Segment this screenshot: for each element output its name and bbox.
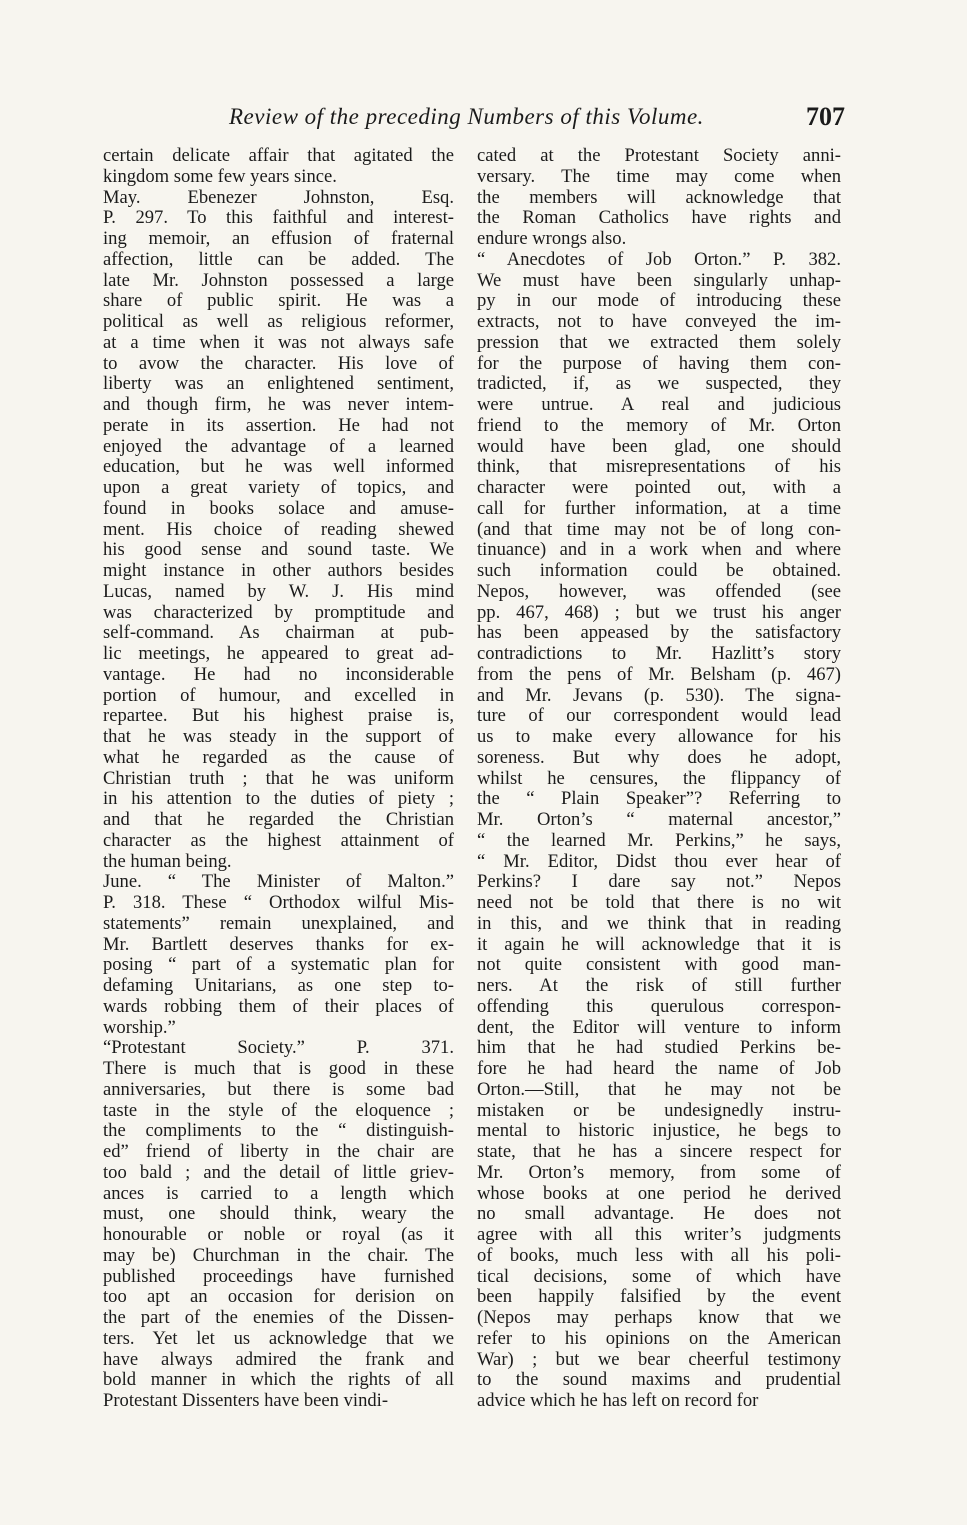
text-line: versary. The time may come when (477, 166, 841, 187)
text-line: “ Mr. Editor, Didst thou ever hear of (477, 851, 841, 872)
text-line: from the pens of Mr. Belsham (p. 467) (477, 664, 841, 685)
text-line: wards robbing them of their places of (103, 996, 454, 1017)
text-line: contradictions to Mr. Hazlitt’s story (477, 644, 841, 664)
text-line: state, that he has a sincere respect for (477, 1142, 841, 1162)
text-line: pression that we extracted them solely (477, 332, 841, 353)
text-line: taste in the style of the eloquence ; (103, 1100, 454, 1121)
text-line: (Nepos may perhaps know that we (477, 1308, 841, 1328)
text-line: extracts, not to have conveyed the im- (477, 312, 841, 332)
text-line: to the sound maxims and prudential (477, 1370, 841, 1391)
text-line: cated at the Protestant Society anni- (477, 146, 841, 166)
text-line: think, that misrepresentations of his (477, 457, 841, 478)
text-line: soreness. But why does he adopt, (477, 747, 841, 768)
text-line: (and that time may not be of long con- (477, 519, 841, 540)
text-line: Nepos, however, was offended (see (477, 581, 841, 602)
text-line: Mr. Orton’s “ maternal ancestor,” (477, 810, 841, 830)
text-line: too apt an occasion for derision on (103, 1287, 454, 1308)
text-line: tradicted, if, as we suspected, they (477, 374, 841, 395)
text-line: were untrue. A real and judicious (477, 395, 841, 415)
text-line: was characterized by promptitude and (103, 602, 454, 623)
text-line: have always admired the frank and (103, 1349, 454, 1370)
text-line: the members will acknowledge that (477, 187, 841, 208)
text-line: ed” friend of liberty in the chair are (103, 1142, 454, 1162)
text-line: refer to his opinions on the American (477, 1328, 841, 1349)
text-line: agree with all this writer’s judgments (477, 1225, 841, 1245)
text-line: the part of the enemies of the Dissen- (103, 1308, 454, 1328)
text-line: Orton.—Still, that he may not be (477, 1079, 841, 1100)
text-line: endure wrongs also. (477, 229, 627, 249)
text-line: no small advantage. He does not (477, 1204, 841, 1225)
text-line: to avow the character. His love of (103, 353, 454, 374)
text-line: ment. His choice of reading shewed (103, 519, 454, 540)
page-number: 707 (806, 102, 845, 131)
text-line: found in books solace and amuse- (103, 498, 454, 519)
text-line: mistaken or be undesignedly instru- (477, 1100, 841, 1121)
text-line: kingdom some few years since. (103, 166, 337, 187)
text-line: anniversaries, but there is some bad (103, 1079, 454, 1100)
text-line: statements” remain unexplained, and (103, 913, 454, 934)
text-line: might instance in other authors besides (103, 561, 454, 581)
text-line: of books, much less with all his poli- (477, 1245, 841, 1266)
text-line: not quite consistent with good man- (477, 955, 841, 976)
text-line: “ the learned Mr. Perkins,” he says, (477, 830, 841, 851)
text-line: and though firm, he was never intem- (103, 395, 454, 415)
text-line: tical decisions, some of which have (477, 1266, 841, 1287)
text-line: the “ Plain Speaker”? Referring to (477, 789, 841, 810)
text-line: lic meetings, he appeared to great ad- (103, 644, 454, 664)
text-line: and Mr. Jevans (p. 530). The signa- (477, 685, 841, 706)
text-line: honourable or noble or royal (as it (103, 1225, 454, 1245)
text-line: liberty was an enlightened sentiment, (103, 374, 454, 395)
text-line: self-command. As chairman at pub- (103, 623, 454, 644)
text-line: ture of our correspondent would lead (477, 706, 841, 727)
text-line: the compliments to the “ distinguish- (103, 1121, 454, 1142)
running-title: Review of the preceding Numbers of this Volume. (229, 104, 704, 129)
text-line: posing “ part of a systematic plan for (103, 955, 454, 976)
text-line: us to make every allowance for his (477, 727, 841, 747)
text-line: repartee. But his highest praise is, (103, 706, 454, 727)
text-line: upon a great variety of topics, and (103, 478, 454, 498)
text-line: ances is carried to a length which (103, 1183, 454, 1204)
text-line: too bald ; and the detail of little griev- (103, 1162, 454, 1183)
text-line: py in our mode of introducing these (477, 291, 841, 312)
text-line: “ Anecdotes of Job Orton.” P. 382. (477, 249, 841, 270)
text-line: character as the highest attainment of (103, 830, 454, 851)
text-line: War) ; but we bear cheerful testimony (477, 1349, 841, 1370)
text-line: defaming Unitarians, as one step to- (103, 976, 454, 996)
text-line: worship.” (103, 1017, 176, 1038)
text-line: dent, the Editor will venture to inform (477, 1017, 841, 1038)
right-column (477, 146, 841, 1436)
text-line: P. 297. To this faithful and interest- (103, 208, 454, 229)
text-line: fore he had heard the name of Job (477, 1059, 841, 1079)
text-line: advice which he has left on record for (477, 1391, 759, 1411)
text-line: has been appeased by the satisfactory (477, 623, 841, 644)
text-line: the Roman Catholics have rights and (477, 208, 841, 229)
running-header (103, 100, 845, 140)
text-line: the human being. (103, 851, 232, 872)
text-line: We must have been singularly unhap- (477, 270, 841, 291)
text-line: that he was steady in the support of (103, 727, 454, 747)
text-line: call for further information, at a time (477, 498, 841, 519)
text-line: P. 318. These “ Orthodox wilful Mis- (103, 893, 454, 913)
text-line: his good sense and sound taste. We (103, 540, 454, 561)
text-line: what he regarded as the cause of (103, 747, 454, 768)
text-line: Lucas, named by W. J. His mind (103, 581, 454, 602)
text-line: for the purpose of having them con- (477, 353, 841, 374)
text-line: friend to the memory of Mr. Orton (477, 415, 841, 436)
text-line: tinuance) and in a work when and where (477, 540, 841, 561)
text-line: Christian truth ; that he was uniform (103, 768, 454, 789)
text-line: Perkins? I dare say not.” Nepos (477, 872, 841, 893)
text-line: ners. At the risk of still further (477, 976, 841, 996)
text-line: been happily falsified by the event (477, 1287, 841, 1308)
text-line: bold manner in which the rights of all (103, 1370, 454, 1391)
text-line: June. “ The Minister of Malton.” (103, 872, 454, 893)
text-line: whilst he censures, the flippancy of (477, 768, 841, 789)
text-line: ters. Yet let us acknowledge that we (103, 1328, 454, 1349)
text-line: him that he had studied Perkins be- (477, 1038, 841, 1059)
text-line: Protestant Dissenters have been vindi- (103, 1391, 389, 1411)
text-line: and that he regarded the Christian (103, 810, 454, 830)
text-line: perate in its assertion. He had not (103, 415, 454, 436)
text-line: “Protestant Society.” P. 371. (103, 1038, 454, 1059)
text-line: character were pointed out, with a (477, 478, 841, 498)
text-line: affection, little can be added. The (103, 249, 454, 270)
text-line: mental to historic injustice, he begs to (477, 1121, 841, 1142)
text-line: offending this querulous correspon- (477, 996, 841, 1017)
text-line: in his attention to the duties of piety ; (103, 789, 454, 810)
text-line: enjoyed the advantage of a learned (103, 436, 454, 457)
text-line: published proceedings have furnished (103, 1266, 454, 1287)
text-line: vantage. He had no inconsiderable (103, 664, 454, 685)
left-column (103, 146, 454, 1436)
text-line: There is much that is good in these (103, 1059, 454, 1079)
text-line: must, one should think, weary the (103, 1204, 454, 1225)
text-line: portion of humour, and excelled in (103, 685, 454, 706)
text-line: share of public spirit. He was a (103, 291, 454, 312)
text-line: would have been glad, one should (477, 436, 841, 457)
text-line: education, but he was well informed (103, 457, 454, 478)
text-line: may be) Churchman in the chair. The (103, 1245, 454, 1266)
text-line: in this, and we think that in reading (477, 913, 841, 934)
text-line: certain delicate affair that agitated the (103, 146, 454, 166)
text-line: May. Ebenezer Johnston, Esq. (103, 187, 454, 208)
text-line: it again he will acknowledge that it is (477, 934, 841, 955)
text-line: need not be told that there is no wit (477, 893, 841, 913)
text-line: Mr. Orton’s memory, from some of (477, 1162, 841, 1183)
text-line: at a time when it was not always safe (103, 332, 454, 353)
text-line: late Mr. Johnston possessed a large (103, 270, 454, 291)
text-line: such information could be obtained. (477, 561, 841, 581)
text-line: political as well as religious reformer, (103, 312, 454, 332)
text-line: Mr. Bartlett deserves thanks for ex- (103, 934, 454, 955)
text-line: whose books at one period he derived (477, 1183, 841, 1204)
text-line: ing memoir, an effusion of fraternal (103, 229, 454, 249)
text-line: pp. 467, 468) ; but we trust his anger (477, 602, 841, 623)
